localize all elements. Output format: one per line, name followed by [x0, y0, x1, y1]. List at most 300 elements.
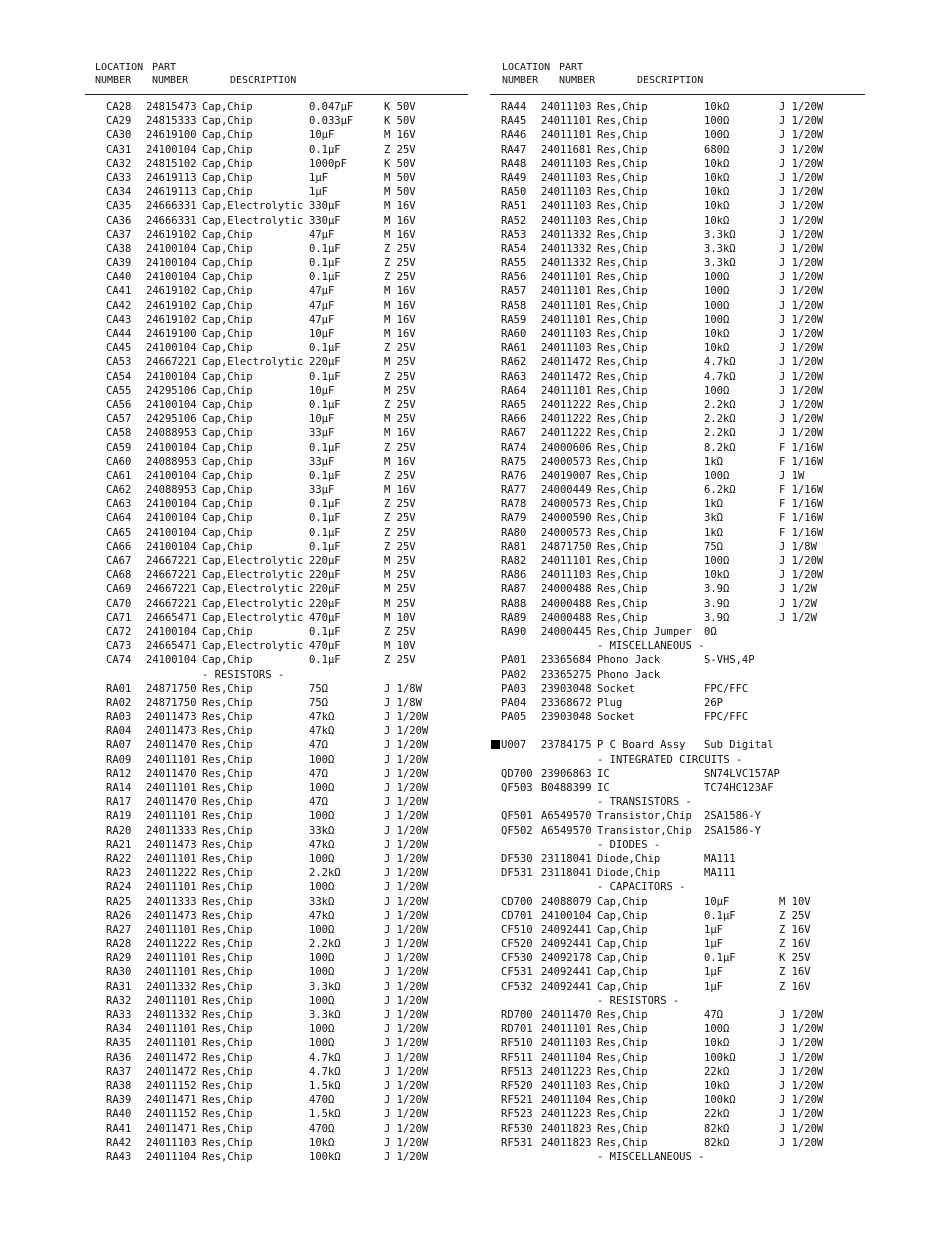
- description: Res,Chip: [597, 413, 648, 426]
- location-number: QF501: [501, 810, 533, 823]
- description: Res,Chip: [597, 200, 648, 213]
- description: Cap,Chip: [202, 257, 253, 270]
- location-number: RA77: [501, 484, 527, 497]
- value: 2.2kΩ: [309, 867, 341, 880]
- location-number: RA34: [106, 1023, 132, 1036]
- description: Res,Chip: [597, 427, 648, 440]
- value: 470Ω: [309, 1122, 335, 1135]
- location-number: RA75: [501, 455, 527, 468]
- value: 10kΩ: [704, 214, 730, 227]
- part-number: 24619102: [146, 285, 197, 298]
- table-row: [0, 1036, 475, 1050]
- part-number: 23118041: [541, 867, 592, 880]
- location-number: CF532: [501, 980, 533, 993]
- part-number: 24011103: [541, 328, 592, 340]
- table-row: [475, 526, 950, 540]
- part-number: 24011471: [146, 1094, 197, 1107]
- description: Res,Chip: [202, 767, 253, 780]
- table-row: [475, 653, 950, 667]
- table-row: [0, 824, 475, 838]
- location-number: RA40: [106, 1108, 132, 1121]
- location-number: CF510: [501, 923, 533, 936]
- section-heading-text: - MISCELLANEOUS -: [597, 1150, 705, 1163]
- location-number: CA69: [106, 583, 132, 596]
- value: 47Ω: [704, 1009, 723, 1021]
- location-number: CA72: [106, 625, 132, 638]
- part-number: 24011101: [541, 299, 592, 312]
- description: Res,Chip: [202, 852, 253, 865]
- location-number: RA86: [501, 569, 527, 582]
- value: 100Ω: [704, 1023, 730, 1036]
- value: 100Ω: [704, 285, 730, 298]
- description: Res,Chip: [202, 1094, 253, 1107]
- rating: K 50V: [384, 157, 416, 170]
- description: Socket: [597, 711, 635, 724]
- location-number: CA73: [106, 640, 132, 653]
- location-number: RA33: [106, 1009, 132, 1021]
- rating: F 1/16W: [779, 455, 824, 468]
- part-number: 24011101: [146, 1037, 197, 1050]
- description: Res,Chip: [597, 328, 648, 340]
- location-number: CA31: [106, 143, 132, 156]
- table-row: [475, 1079, 950, 1093]
- description: Res,Chip: [597, 1051, 648, 1064]
- rating: Z 25V: [384, 242, 416, 255]
- location-number: RA87: [501, 583, 527, 596]
- location-number: CD700: [501, 895, 533, 908]
- part-number: 24011470: [146, 767, 197, 780]
- description: Res,Chip: [202, 782, 253, 794]
- section-heading-text: - TRANSISTORS -: [597, 796, 692, 809]
- table-row: [475, 582, 950, 596]
- section-heading-text: - RESISTORS -: [597, 994, 680, 1007]
- location-number: RA55: [501, 257, 527, 270]
- value: FPC/FFC: [704, 682, 749, 695]
- location-number: RA12: [106, 767, 132, 780]
- rating: J 1/20W: [779, 555, 824, 567]
- table-row: [0, 384, 475, 398]
- value: 1µF: [704, 938, 723, 951]
- part-number: 24667221: [146, 597, 197, 610]
- location-number: CA39: [106, 257, 132, 270]
- description: Res,Chip: [597, 299, 648, 312]
- value: 0.1µF: [309, 370, 341, 383]
- header-location-number: NUMBER: [95, 75, 132, 86]
- rating: J 1/20W: [779, 1136, 824, 1149]
- part-number: 23903048: [541, 711, 592, 724]
- table-row: [475, 214, 950, 228]
- rating: M 16V: [384, 214, 416, 227]
- part-number: 24100104: [146, 398, 197, 411]
- value: 220µF: [309, 597, 341, 610]
- value: 0.1µF: [309, 242, 341, 255]
- section-heading: [475, 639, 950, 653]
- rating: M 25V: [384, 569, 416, 582]
- description: Res,Chip: [597, 526, 648, 539]
- part-number: 24019007: [541, 469, 592, 482]
- part-number: 24667221: [146, 583, 197, 596]
- table-row: [0, 611, 475, 625]
- value: S-VHS,4P: [704, 654, 755, 667]
- part-number: 24011103: [541, 200, 592, 213]
- header-part: PART: [152, 62, 177, 73]
- table-row: [475, 980, 950, 994]
- part-number: 24011103: [146, 1136, 197, 1149]
- table-row: [0, 526, 475, 540]
- description: Res,Chip: [597, 143, 648, 156]
- location-number: CA53: [106, 356, 132, 369]
- rating: J 1W: [779, 469, 805, 482]
- table-row: [0, 880, 475, 894]
- section-heading-text: - DIODES -: [597, 838, 661, 851]
- rating: J 1/20W: [384, 767, 429, 780]
- location-number: RA01: [106, 682, 132, 695]
- rating: J 1/20W: [384, 711, 429, 724]
- table-row: [475, 895, 950, 909]
- value: 220µF: [309, 356, 341, 369]
- rating: M 25V: [384, 413, 416, 426]
- description: Cap,Chip: [597, 909, 648, 922]
- description: Res,Chip: [597, 498, 648, 511]
- value: 10µF: [704, 895, 730, 908]
- table-row: [475, 809, 950, 823]
- section-heading: [475, 880, 950, 894]
- location-number: RA43: [106, 1150, 132, 1163]
- location-number: CA41: [106, 285, 132, 298]
- rating: Z 25V: [384, 370, 416, 383]
- column-header: [475, 58, 950, 92]
- table-row: [0, 937, 475, 951]
- rating: J 1/20W: [779, 157, 824, 170]
- parts-list-left: [0, 100, 475, 1164]
- rating: J 1/2W: [779, 583, 817, 596]
- part-number: 24000449: [541, 484, 592, 497]
- value: 1µF: [309, 171, 328, 184]
- value: 100Ω: [309, 782, 335, 794]
- table-row: [0, 895, 475, 909]
- rating: J 1/20W: [384, 980, 429, 993]
- value: 22kΩ: [704, 1108, 730, 1121]
- description: Res,Chip: [202, 966, 253, 979]
- rating: F 1/16W: [779, 498, 824, 511]
- location-number: RD700: [501, 1009, 533, 1021]
- table-row: [475, 256, 950, 270]
- table-row: [475, 554, 950, 568]
- description: Res,Chip: [202, 1051, 253, 1064]
- location-number: RA46: [501, 129, 527, 142]
- description: Socket: [597, 682, 635, 695]
- table-row: [0, 795, 475, 809]
- section-heading-text: - CAPACITORS -: [597, 881, 686, 894]
- table-row: [0, 171, 475, 185]
- value: 10kΩ: [704, 157, 730, 170]
- table-row: [0, 341, 475, 355]
- table-row: [0, 597, 475, 611]
- value: 0.1µF: [309, 540, 341, 553]
- table-row: [0, 852, 475, 866]
- value: 2SA1586-Y: [704, 824, 761, 837]
- part-number: 24011473: [146, 909, 197, 922]
- description: Res,Chip: [597, 186, 648, 199]
- header-description: DESCRIPTION: [230, 75, 297, 86]
- description: Res,Chip: [597, 597, 648, 610]
- description: Res,Chip: [597, 1079, 648, 1092]
- part-number: 24100104: [146, 271, 197, 284]
- part-number: 23368672: [541, 696, 592, 709]
- table-row: [0, 809, 475, 823]
- description: Res,Chip: [202, 952, 253, 965]
- part-number: 24000573: [541, 455, 592, 468]
- rating: Z 25V: [384, 469, 416, 482]
- value: 10µF: [309, 129, 335, 142]
- table-row: [475, 710, 950, 724]
- table-row: [475, 128, 950, 142]
- rating: Z 25V: [384, 342, 416, 355]
- value: 100Ω: [309, 966, 335, 979]
- part-number: 24011681: [541, 143, 592, 156]
- part-number: 24011103: [541, 186, 592, 199]
- description: Cap,Chip: [202, 285, 253, 298]
- part-number: 24088079: [541, 895, 592, 908]
- part-number: 24011103: [541, 101, 592, 113]
- description: Cap,Chip: [597, 923, 648, 936]
- value: 1.5kΩ: [309, 1079, 341, 1092]
- table-row: [475, 965, 950, 979]
- value: 100Ω: [309, 810, 335, 823]
- location-number: PA01: [501, 654, 527, 667]
- value: 47µF: [309, 228, 335, 241]
- section-heading: [475, 994, 950, 1008]
- part-number: 23365275: [541, 668, 592, 681]
- rating: M 16V: [384, 313, 416, 326]
- description: Res,Chip: [597, 1037, 648, 1050]
- part-number: 24011101: [541, 384, 592, 397]
- location-number: RA54: [501, 242, 527, 255]
- location-number: CA54: [106, 370, 132, 383]
- description: Cap,Chip: [202, 398, 253, 411]
- location-number: RA81: [501, 540, 527, 553]
- part-number: 24011473: [146, 711, 197, 724]
- rating: F 1/16W: [779, 512, 824, 525]
- table-row: [0, 994, 475, 1008]
- part-number: 24011103: [541, 157, 592, 170]
- value: 100Ω: [309, 952, 335, 965]
- table-row: [475, 852, 950, 866]
- rating: M 25V: [384, 384, 416, 397]
- location-number: CD701: [501, 909, 533, 922]
- part-number: 24100104: [146, 526, 197, 539]
- value: 100Ω: [704, 299, 730, 312]
- part-number: 24000573: [541, 498, 592, 511]
- table-row: [0, 1093, 475, 1107]
- value: 3.9Ω: [704, 583, 730, 596]
- value: 0.047µF: [309, 101, 354, 113]
- table-row: [475, 611, 950, 625]
- description: Res,Chip: [202, 994, 253, 1007]
- rating: J 1/20W: [384, 824, 429, 837]
- value: 1000pF: [309, 157, 347, 170]
- table-row: [475, 1036, 950, 1050]
- table-row: [0, 682, 475, 696]
- rating: J 1/8W: [384, 696, 422, 709]
- table-row: [0, 455, 475, 469]
- part-number: 24667221: [146, 569, 197, 582]
- description: Res,Chip Jumper: [597, 625, 692, 638]
- rating: J 1/20W: [779, 1023, 824, 1036]
- part-number: 24815473: [146, 101, 197, 113]
- part-number: 24100104: [146, 540, 197, 553]
- location-number: CA60: [106, 455, 132, 468]
- value: 100Ω: [704, 115, 730, 128]
- table-row: [475, 483, 950, 497]
- table-row: [0, 1107, 475, 1121]
- part-number: 24092441: [541, 966, 592, 979]
- part-number: 24011103: [541, 1037, 592, 1050]
- value: 22kΩ: [704, 1065, 730, 1078]
- table-row: [0, 639, 475, 653]
- table-row: [0, 540, 475, 554]
- rating: J 1/20W: [779, 328, 824, 340]
- value: MA111: [704, 852, 736, 865]
- part-number: 24088953: [146, 455, 197, 468]
- location-number: RA89: [501, 611, 527, 624]
- rating: J 1/20W: [779, 186, 824, 199]
- value: 75Ω: [309, 682, 328, 695]
- rating: F 1/16W: [779, 526, 824, 539]
- value: 33µF: [309, 455, 335, 468]
- part-number: 24011332: [146, 980, 197, 993]
- description: Res,Chip: [202, 725, 253, 738]
- location-number: RA64: [501, 384, 527, 397]
- location-number: RA30: [106, 966, 132, 979]
- part-number: 24871750: [541, 540, 592, 553]
- location-number: RA38: [106, 1079, 132, 1092]
- part-number: 24011472: [146, 1051, 197, 1064]
- value: 0.1µF: [309, 441, 341, 454]
- part-number: 24011101: [146, 810, 197, 823]
- value: 0.1µF: [309, 469, 341, 482]
- location-number: RA78: [501, 498, 527, 511]
- description: IC: [597, 767, 610, 780]
- part-number: 24011101: [146, 966, 197, 979]
- description: Res,Chip: [202, 980, 253, 993]
- table-row: [475, 355, 950, 369]
- description: Cap,Chip: [202, 625, 253, 638]
- value: 2SA1586-Y: [704, 810, 761, 823]
- value: 10kΩ: [704, 569, 730, 582]
- rating: J 1/20W: [384, 1136, 429, 1149]
- value: 3.3kΩ: [704, 257, 736, 270]
- location-number: CA32: [106, 157, 132, 170]
- table-row: [475, 171, 950, 185]
- rating: J 1/20W: [384, 1122, 429, 1135]
- value: 82kΩ: [704, 1136, 730, 1149]
- description: Res,Chip: [597, 469, 648, 482]
- value: 1.5kΩ: [309, 1108, 341, 1121]
- description: Res,Chip: [597, 1094, 648, 1107]
- table-row: [475, 625, 950, 639]
- rating: Z 16V: [779, 966, 811, 979]
- value: 330µF: [309, 214, 341, 227]
- description: Res,Chip: [202, 867, 253, 880]
- location-number: CA55: [106, 384, 132, 397]
- table-row: [475, 923, 950, 937]
- part-number: 24011332: [541, 242, 592, 255]
- table-row: [0, 1008, 475, 1022]
- description: Res,Chip: [202, 796, 253, 809]
- value: FPC/FFC: [704, 711, 749, 724]
- rating: J 1/20W: [384, 739, 429, 752]
- location-number: CA61: [106, 469, 132, 482]
- location-number: RA66: [501, 413, 527, 426]
- table-row: [0, 114, 475, 128]
- value: 470µF: [309, 640, 341, 653]
- location-number: RA88: [501, 597, 527, 610]
- location-number: RF520: [501, 1079, 533, 1092]
- value: 26P: [704, 696, 723, 709]
- description: Cap,Chip: [202, 654, 253, 667]
- description: Res,Chip: [202, 1009, 253, 1021]
- description: Cap,Chip: [202, 370, 253, 383]
- table-row: [0, 1051, 475, 1065]
- table-row: [475, 1107, 950, 1121]
- part-number: 24667221: [146, 356, 197, 369]
- value: 0.1µF: [309, 498, 341, 511]
- value: 33kΩ: [309, 895, 335, 908]
- location-number: CA74: [106, 654, 132, 667]
- part-number: 24011470: [146, 796, 197, 809]
- part-number: 24092441: [541, 980, 592, 993]
- value: TC74HC123AF: [704, 782, 774, 794]
- column-header: [0, 58, 475, 92]
- value: 220µF: [309, 583, 341, 596]
- location-number: CA30: [106, 129, 132, 142]
- description: Cap,Chip: [202, 171, 253, 184]
- location-number: CA38: [106, 242, 132, 255]
- rating: J 1/20W: [779, 242, 824, 255]
- location-number: [491, 738, 526, 752]
- table-row: [0, 157, 475, 171]
- rating: M 16V: [384, 228, 416, 241]
- description: Cap,Electrolytic: [202, 569, 304, 582]
- rating: M 16V: [384, 285, 416, 298]
- part-number: 24011472: [146, 1065, 197, 1078]
- rating: J 1/20W: [779, 1037, 824, 1050]
- part-number: 24088953: [146, 484, 197, 497]
- part-number: 24011823: [541, 1122, 592, 1135]
- part-number: 24011101: [146, 923, 197, 936]
- location-number: CA33: [106, 171, 132, 184]
- description: Res,Chip: [597, 1122, 648, 1135]
- part-number: 24011101: [541, 271, 592, 284]
- location-number: RA74: [501, 441, 527, 454]
- part-number: 24100104: [541, 909, 592, 922]
- part-number: 24871750: [146, 682, 197, 695]
- rating: M 16V: [384, 200, 416, 213]
- table-row: [475, 412, 950, 426]
- part-number: 24100104: [146, 625, 197, 638]
- rating: J 1/20W: [384, 994, 429, 1007]
- section-heading: [475, 795, 950, 809]
- table-row: [475, 398, 950, 412]
- location-number: RA63: [501, 370, 527, 383]
- table-row: [475, 242, 950, 256]
- part-number: 24000488: [541, 583, 592, 596]
- value: 100Ω: [704, 469, 730, 482]
- table-row: [0, 270, 475, 284]
- value: 47kΩ: [309, 711, 335, 724]
- location-number: RA49: [501, 171, 527, 184]
